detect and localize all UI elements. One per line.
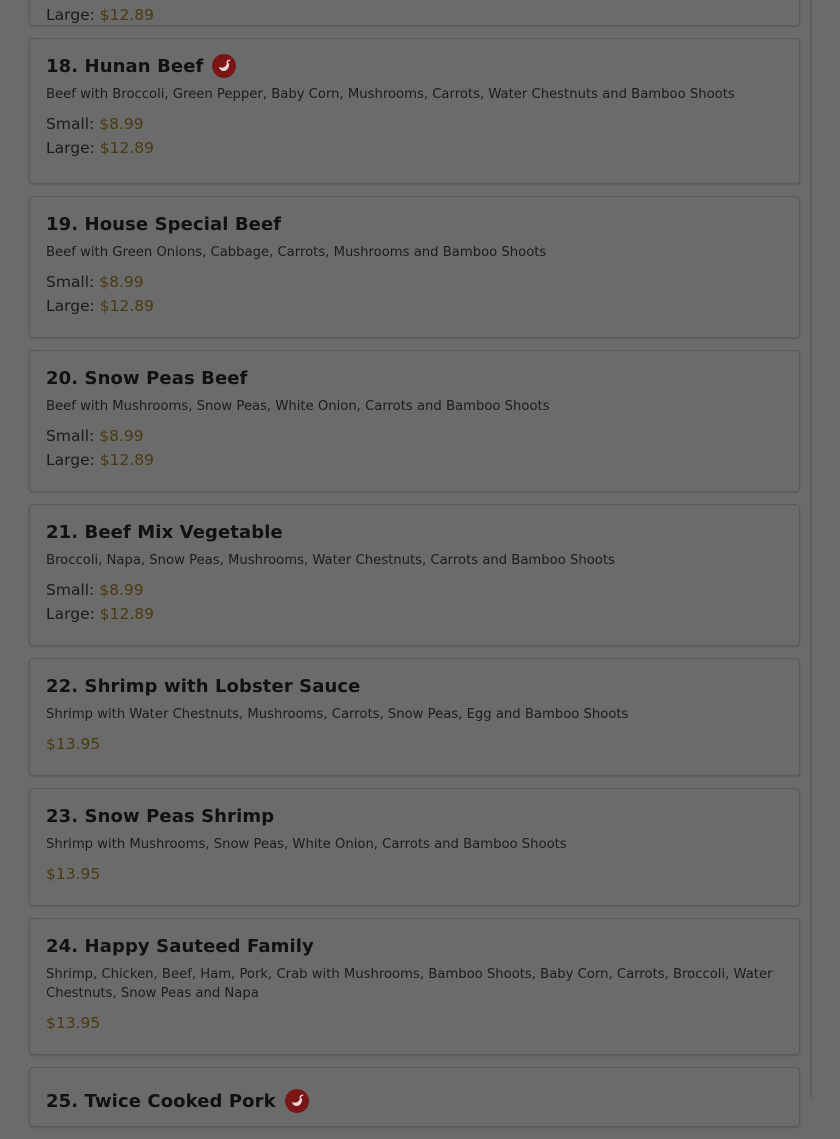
menu-list xyxy=(29,0,800,1139)
item-description: Beef with Broccoli, Green Pepper, Baby Corn, Mushrooms, Carrots, Water Chestnuts and Bamboo Shoots xyxy=(46,87,735,102)
menu-item-card[interactable] xyxy=(29,350,800,492)
small-price: $8.99 xyxy=(99,427,144,445)
item-description: Shrimp with Mushrooms, Snow Peas, White Onion, Carrots and Bamboo Shoots xyxy=(46,837,567,852)
item-title: 23. Snow Peas Shrimp xyxy=(46,805,275,827)
item-price: $13.95 xyxy=(46,1014,101,1032)
menu-item-card[interactable] xyxy=(29,788,800,906)
menu-item-card[interactable] xyxy=(29,0,800,26)
item-title: 24. Happy Sauteed Family xyxy=(46,935,314,957)
size-label: Small: xyxy=(46,273,95,291)
small-price: $8.99 xyxy=(99,273,144,291)
menu-item-card[interactable] xyxy=(29,918,800,1055)
large-price-line xyxy=(46,294,783,318)
size-label: Large: xyxy=(46,297,95,315)
item-description: Shrimp, Chicken, Beef, Ham, Pork, Crab with Mushrooms, Bamboo Shoots, Baby Corn, Carrots, Broccoli, Water Chestnuts, Snow Peas and Napa xyxy=(46,967,773,1001)
menu-item-card[interactable] xyxy=(29,658,800,776)
large-price: $12.89 xyxy=(99,297,155,315)
item-title: 21. Beef Mix Vegetable xyxy=(46,521,283,543)
size-label: Small: xyxy=(46,115,95,133)
item-title: 20. Snow Peas Beef xyxy=(46,367,248,389)
item-description: Beef with Green Onions, Cabbage, Carrots, Mushrooms and Bamboo Shoots xyxy=(46,245,547,260)
small-price-line xyxy=(46,112,783,136)
small-price: $8.99 xyxy=(99,581,144,599)
item-title: 19. House Special Beef xyxy=(46,213,282,235)
item-price: $13.95 xyxy=(46,865,101,883)
size-label: Large: xyxy=(46,605,95,623)
size-label: Small: xyxy=(46,581,95,599)
large-price: $12.89 xyxy=(99,451,155,469)
menu-item-card[interactable] xyxy=(29,38,800,184)
small-price: $8.99 xyxy=(99,115,144,133)
scrollbar[interactable] xyxy=(810,0,812,1098)
item-description: Beef with Mushrooms, Snow Peas, White Onion, Carrots and Bamboo Shoots xyxy=(46,399,550,414)
size-label: Small: xyxy=(46,427,95,445)
small-price-line xyxy=(46,424,783,448)
item-description: Broccoli, Napa, Snow Peas, Mushrooms, Water Chestnuts, Carrots and Bamboo Shoots xyxy=(46,553,615,568)
large-price: $12.89 xyxy=(99,139,155,157)
size-label: Large: xyxy=(46,451,95,469)
large-price: $12.89 xyxy=(99,605,155,623)
large-price-line xyxy=(46,448,783,472)
chili-pepper-icon xyxy=(285,1089,309,1113)
size-label: Large: xyxy=(46,6,95,24)
small-price-line xyxy=(46,578,783,602)
item-title: 25. Twice Cooked Pork xyxy=(46,1090,276,1112)
item-title: 18. Hunan Beef xyxy=(46,55,204,77)
chili-pepper-icon xyxy=(212,54,236,78)
item-price: $13.95 xyxy=(46,735,101,753)
large-price: $12.89 xyxy=(99,6,155,24)
size-label: Large: xyxy=(46,139,95,157)
menu-item-card[interactable] xyxy=(29,504,800,646)
large-price-line xyxy=(46,602,783,626)
large-price-line xyxy=(46,136,783,160)
item-description: Shrimp with Water Chestnuts, Mushrooms, Carrots, Snow Peas, Egg and Bamboo Shoots xyxy=(46,707,629,722)
large-price-line xyxy=(46,3,783,27)
menu-item-card[interactable] xyxy=(29,1067,800,1127)
menu-item-card[interactable] xyxy=(29,196,800,338)
small-price-line xyxy=(46,270,783,294)
item-title: 22. Shrimp with Lobster Sauce xyxy=(46,675,361,697)
